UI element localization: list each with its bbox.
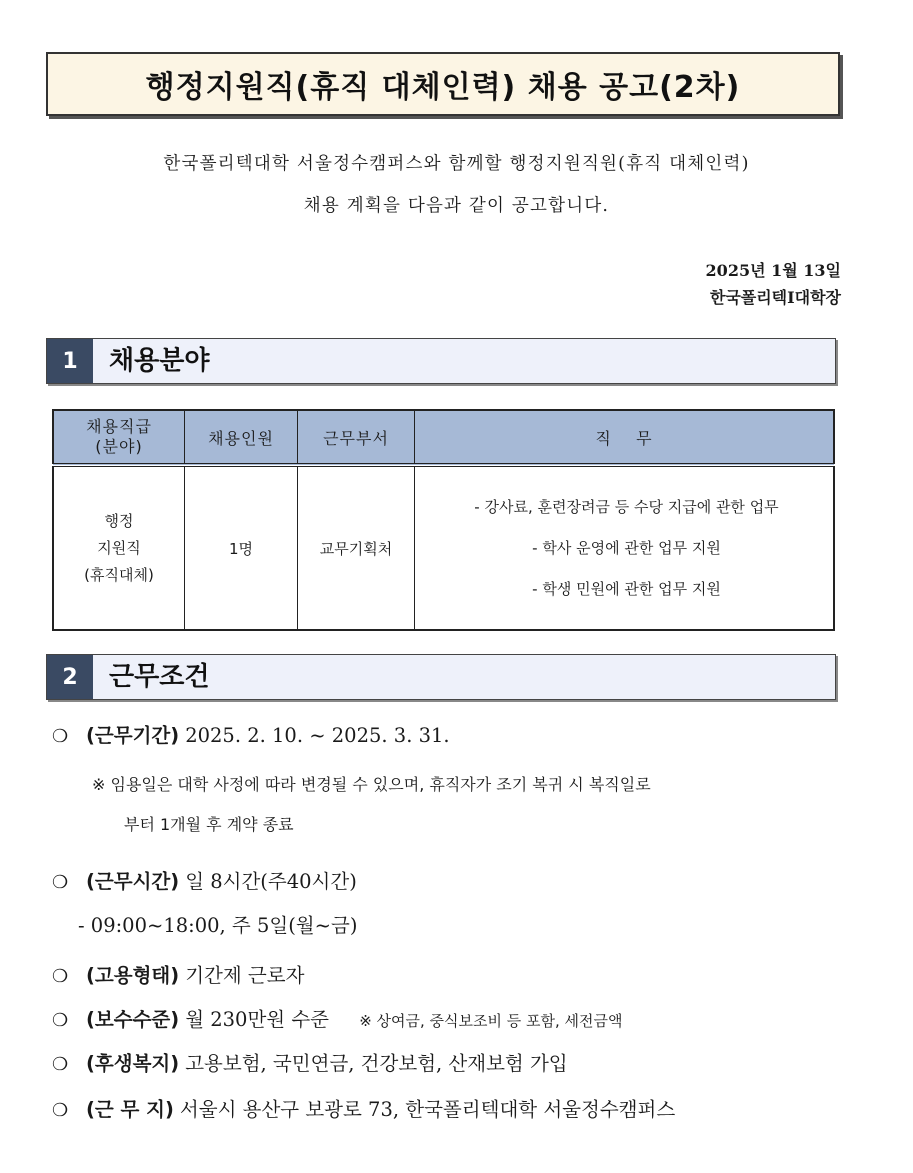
pay-note: ※ 상여금, 중식보조비 등 포함, 세전금액 <box>359 1012 623 1030</box>
bullet-icon: ❍ <box>52 872 69 893</box>
section-2-title: 근무조건 <box>109 662 210 692</box>
bullet-icon: ❍ <box>52 1054 69 1075</box>
page-title: 행정지원직(휴직 대체인력) 채용 공고(2차) <box>145 70 741 105</box>
condition-location <box>52 1094 675 1122</box>
section-2-number: 2 <box>47 655 93 699</box>
condition-welfare <box>52 1048 568 1076</box>
duty-item: - 강사료, 훈련장려금 등 수당 지급에 관한 업무 <box>474 497 779 516</box>
condition-pay <box>52 1004 623 1032</box>
header-dept: 근무부서 <box>298 410 415 465</box>
pay-value: 월 230만원 수준 <box>185 1008 329 1031</box>
condition-period <box>52 720 450 748</box>
duty-item: - 학생 민원에 관한 업무 지원 <box>532 579 721 598</box>
period-note-2: 부터 1개월 후 계약 종료 <box>124 815 294 834</box>
header-count: 채용인원 <box>185 410 298 465</box>
header-grade: 채용직급 (분야) <box>53 410 185 465</box>
section-1-title: 채용분야 <box>109 346 210 376</box>
cell-count: 1명 <box>185 465 298 630</box>
location-label: (근 무 지) <box>86 1098 174 1121</box>
table-row <box>53 465 834 630</box>
table-header-row <box>53 410 834 465</box>
recruit-table <box>52 409 835 631</box>
hours-label: (근무시간) <box>86 870 180 893</box>
period-label: (근무기간) <box>86 724 180 747</box>
section-1-number: 1 <box>47 339 93 383</box>
cell-dept: 교무기획처 <box>298 465 415 630</box>
condition-hours <box>52 866 357 894</box>
welfare-value: 고용보험, 국민연금, 건강보험, 산재보험 가입 <box>185 1052 568 1075</box>
hours-sub: - 09:00~18:00, 주 5일(월~금) <box>78 914 358 937</box>
intro-line-1: 한국폴리텍대학 서울정수캠퍼스와 함께할 행정지원직원(휴직 대체인력) <box>163 154 750 174</box>
title-box <box>46 52 840 116</box>
section-2-header <box>46 654 836 700</box>
hours-value: 일 8시간(주40시간) <box>185 870 357 893</box>
type-label: (고용형태) <box>86 964 180 987</box>
location-value: 서울시 용산구 보광로 73, 한국폴리텍대학 서울정수캠퍼스 <box>179 1098 676 1121</box>
condition-type <box>52 960 304 988</box>
pay-label: (보수수준) <box>86 1008 180 1031</box>
bullet-icon: ❍ <box>52 726 69 747</box>
type-value: 기간제 근로자 <box>185 964 305 987</box>
cell-grade: 행정 지원직 (휴직대체) <box>53 465 185 630</box>
cell-duties <box>415 465 835 630</box>
bullet-icon: ❍ <box>52 1100 69 1121</box>
period-value: 2025. 2. 10. ~ 2025. 3. 31. <box>185 724 450 747</box>
announce-date: 2025년 1월 13일 <box>705 261 841 280</box>
bullet-icon: ❍ <box>52 966 69 987</box>
issuer: 한국폴리텍I대학장 <box>709 288 841 307</box>
duty-item: - 학사 운영에 관한 업무 지원 <box>532 538 721 557</box>
section-1-header <box>46 338 836 384</box>
header-duties: 직 무 <box>415 410 835 465</box>
period-note-1: ※ 임용일은 대학 사정에 따라 변경될 수 있으며, 휴직자가 조기 복귀 시 복직일로 <box>92 775 651 794</box>
welfare-label: (후생복지) <box>86 1052 180 1075</box>
bullet-icon: ❍ <box>52 1010 69 1031</box>
intro-line-2: 채용 계획을 다음과 같이 공고합니다. <box>303 196 610 216</box>
